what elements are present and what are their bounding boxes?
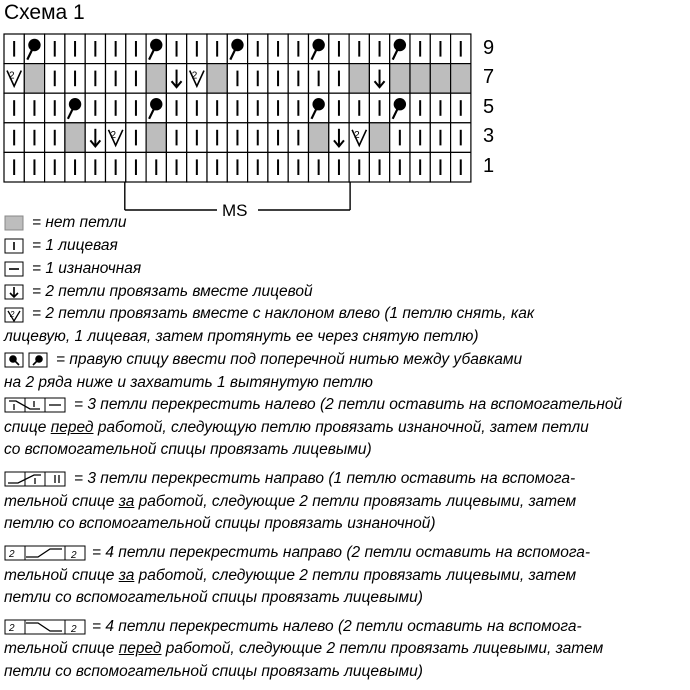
ssk-number: 2 xyxy=(191,70,198,82)
chart-cell xyxy=(349,64,369,94)
bobble-symbol xyxy=(231,39,243,51)
chart-cell xyxy=(24,64,44,94)
chart-cell xyxy=(451,64,471,94)
bobble-symbol xyxy=(312,98,324,110)
row-number-7: 7 xyxy=(483,66,495,88)
cross-4-right-icon xyxy=(4,545,86,561)
bobble-icon xyxy=(4,352,50,368)
legend-bobble-line2: на 2 ряда ниже и захватить 1 вытянутую петлю xyxy=(4,373,373,391)
knitting-chart xyxy=(0,0,690,215)
legend-cross-3-right: = 3 петли перекрестить направо (1 петлю оставить на вспомога- тельной спице за работой, следующие 2 петли провязать лицевыми, затем петлю со вспомогательной спицы провязать изнаночной) xyxy=(4,469,577,533)
cross-4-right-label-b: 2 xyxy=(71,550,77,561)
row-number-9: 9 xyxy=(483,37,495,59)
legend-cross-4-right: 2 2 = 4 петли перекрестить направо (2 петли оставить на вспомога- тельной спице за работой, следующие 2 петли провязать лицевыми, затем петли со вспомогательной спицы провязать лицевыми) xyxy=(4,543,591,607)
cross-3-right-icon xyxy=(4,471,68,487)
legend-purl: = 1 изнаночная xyxy=(4,258,688,281)
bobble-symbol xyxy=(312,39,324,51)
ssk-icon-label: 2 xyxy=(10,309,15,319)
bobble-symbol xyxy=(150,39,162,51)
cross-3-left-icon xyxy=(4,397,68,413)
legend-bobble: = правую спицу ввести под поперечной нитью между убавками на 2 ряда ниже и захватить 1 вытянутую петлю xyxy=(4,349,688,394)
cross-4-right-label-a: 2 xyxy=(9,549,15,560)
legend-knit: = 1 лицевая xyxy=(4,235,688,258)
cross-4-left-icon xyxy=(4,619,86,635)
chart-cell xyxy=(207,64,227,94)
legend xyxy=(4,212,688,683)
ssk-number: 2 xyxy=(9,70,15,82)
legend-ssk-line2: лицевую, 1 лицевая, затем протянуть ее через снятую петлю) xyxy=(4,328,479,346)
bobble-symbol xyxy=(394,39,406,51)
legend-k2tog: = 2 петли провязать вместе лицевой xyxy=(4,281,688,304)
no-stitch-icon xyxy=(4,215,26,231)
chart-cell xyxy=(369,123,389,153)
cross-4-left-label-b: 2 xyxy=(71,623,77,635)
ssk-number: 2 xyxy=(354,129,360,141)
bobble-symbol xyxy=(394,98,406,110)
ssk-icon xyxy=(4,307,26,323)
row-number-5: 5 xyxy=(483,96,495,118)
chart-cell xyxy=(309,123,329,153)
bobble-symbol xyxy=(28,39,40,51)
chart-cell xyxy=(65,123,85,153)
bobble-symbol xyxy=(69,98,81,110)
chart-cell xyxy=(390,64,410,94)
purl-icon xyxy=(4,261,26,277)
ssk-number: 2 xyxy=(110,129,117,141)
k2tog-icon xyxy=(4,284,26,300)
legend-cross-4-left: 2 2 = 4 петли перекрестить налево (2 петли оставить на вспомога- тельной спице перед работой, следующие 2 петли провязать лицевыми, затем петли со вспомогательной спицы провязать лицевыми) xyxy=(4,617,604,680)
bobble-symbol xyxy=(150,98,162,110)
chart-title: Схема 1 xyxy=(4,1,85,24)
chart-cell xyxy=(146,64,166,94)
knit-icon xyxy=(4,238,26,254)
row-number-1: 1 xyxy=(483,155,495,177)
legend-ssk: 2 = 2 петли провязать вместе с наклоном влево (1 петлю снять, как лицевую, 1 лицевая, затем протянуть ее через снятую петлю) xyxy=(4,303,688,348)
legend-cross-3-left: = 3 петли перекрестить налево (2 петли оставить на вспомогательной спице перед работой, следующую петлю провязать изнаночной, затем петли со вспомогательной спицы провязать лицевыми) xyxy=(4,396,623,459)
row-number-3: 3 xyxy=(483,125,495,147)
cross-4-left-label-a: 2 xyxy=(9,622,15,634)
legend-no-stitch: = нет петли xyxy=(4,212,688,235)
chart-cell xyxy=(146,123,166,153)
chart-cell xyxy=(410,64,430,94)
ms-label: MS xyxy=(222,201,248,220)
chart-cell xyxy=(430,64,450,94)
